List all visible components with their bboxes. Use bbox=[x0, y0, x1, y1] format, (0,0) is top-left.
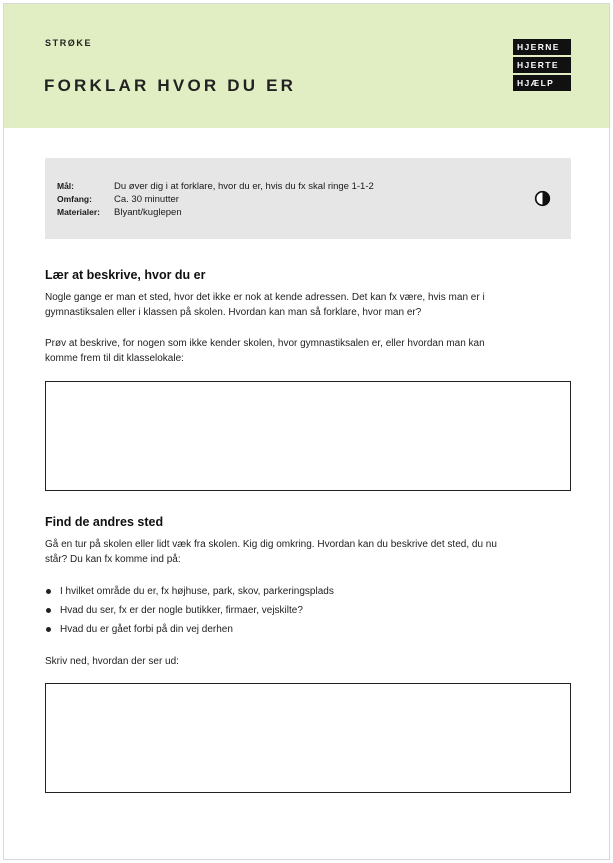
section2-paragraph1 bbox=[45, 537, 565, 567]
header-banner bbox=[4, 4, 609, 128]
section1-paragraph1 bbox=[45, 290, 565, 320]
brand-logo bbox=[513, 39, 571, 93]
worksheet-page bbox=[3, 3, 610, 860]
text-line: gymnastiksalen eller i klassen på skolen. Hvordan kan man så forklare, hvor man er? bbox=[45, 307, 422, 318]
contrast-icon bbox=[534, 190, 551, 207]
list-item: Hvad du er gået forbi på din vej derhen bbox=[45, 620, 334, 639]
list-item: Hvad du ser, fx er der nogle butikker, firmaer, vejskilte? bbox=[45, 601, 334, 620]
answer-box-describe[interactable] bbox=[45, 381, 571, 491]
answer-box-find[interactable] bbox=[45, 683, 571, 793]
text-line: komme frem til dit klasselokale: bbox=[45, 353, 184, 364]
info-label: Mål: bbox=[57, 181, 74, 191]
info-value: Ca. 30 minutter bbox=[114, 194, 179, 205]
logo-line: HJÆLP bbox=[513, 75, 571, 91]
section-heading-find: Find de andres sted bbox=[45, 515, 164, 529]
write-prompt: Skriv ned, hvordan der ser ud: bbox=[45, 656, 179, 667]
list-item: I hvilket område du er, fx højhuse, park, skov, parkeringsplads bbox=[45, 582, 334, 601]
text-line: Nogle gange er man et sted, hvor det ikke er nok at kende adressen. Det kan fx være, hvis man er i bbox=[45, 292, 485, 303]
bullet-list bbox=[45, 582, 334, 639]
info-value: Blyant/kuglepen bbox=[114, 207, 182, 218]
logo-line: HJERTE bbox=[513, 57, 571, 73]
info-label: Omfang: bbox=[57, 194, 92, 204]
category-label: STRØKE bbox=[45, 38, 93, 48]
info-row-materials bbox=[57, 206, 374, 219]
text-line: Prøv at beskrive, for nogen som ikke kender skolen, hvor gymnastiksalen er, eller hvordan man kan bbox=[45, 338, 485, 349]
info-grid bbox=[57, 180, 374, 219]
info-label: Materialer: bbox=[57, 207, 100, 217]
text-line: står? Du kan fx komme ind på: bbox=[45, 554, 181, 565]
page-title: FORKLAR HVOR DU ER bbox=[44, 76, 297, 95]
section1-paragraph2 bbox=[45, 336, 565, 366]
section-heading-describe: Lær at beskrive, hvor du er bbox=[45, 268, 206, 282]
logo-line: HJERNE bbox=[513, 39, 571, 55]
info-box bbox=[45, 158, 571, 239]
info-row-goal bbox=[57, 180, 374, 193]
info-row-duration bbox=[57, 193, 374, 206]
info-value: Du øver dig i at forklare, hvor du er, hvis du fx skal ringe 1-1-2 bbox=[114, 181, 374, 192]
text-line: Gå en tur på skolen eller lidt væk fra skolen. Kig dig omkring. Hvordan kan du beskrive det sted, du nu bbox=[45, 539, 497, 550]
